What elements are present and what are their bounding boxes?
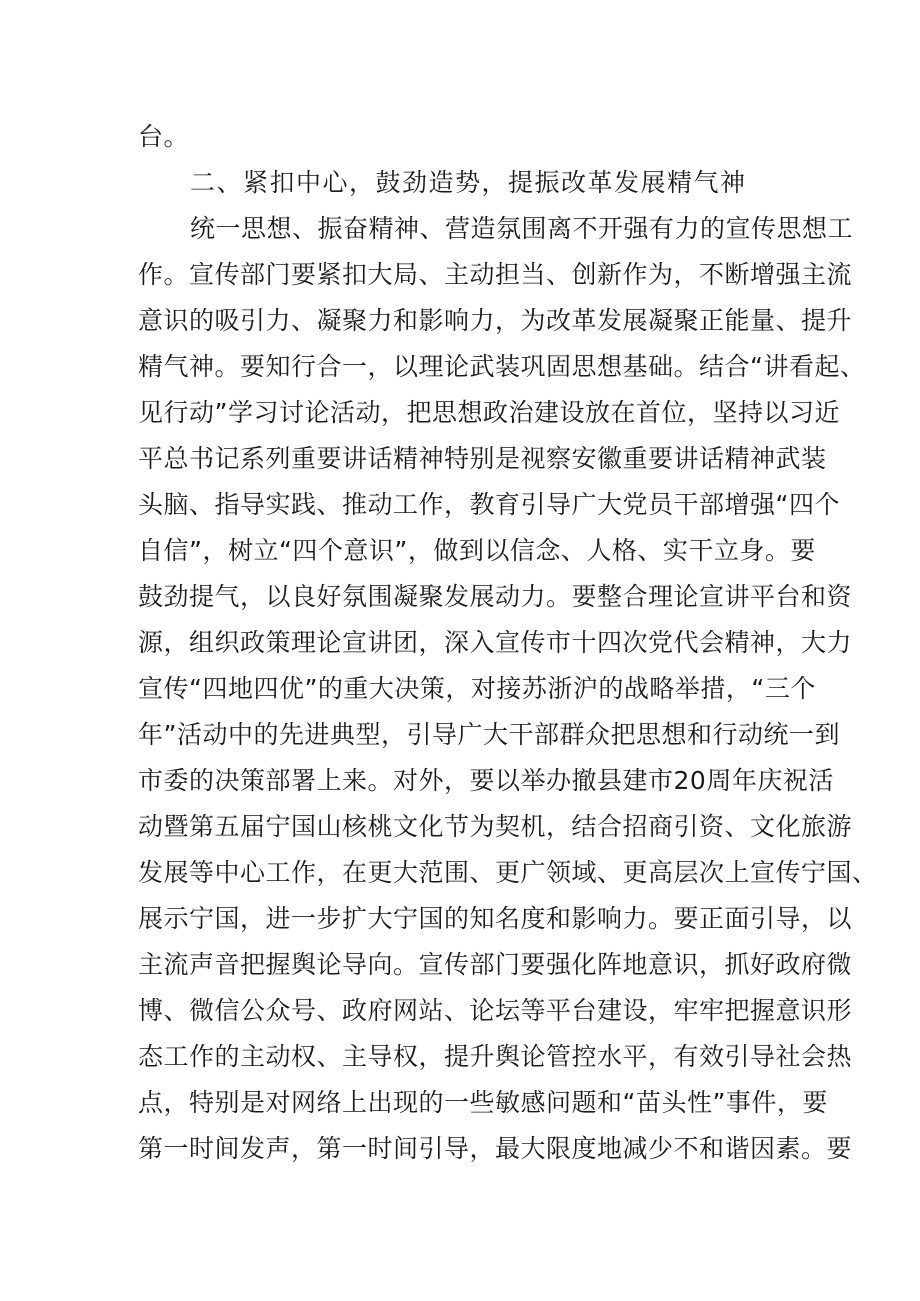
paragraph-line: 点，特别是对网络上出现的一些敏感问题和“苗头性”事件，要 — [138, 1088, 828, 1117]
paragraph-line: 发展等中心工作，在更大范围、更广领域、更高层次上宣传宁国、 — [138, 858, 878, 887]
paragraph-line: 宣传“四地四优”的重大决策，对接苏浙沪的战略举措，“三个 — [138, 674, 816, 703]
paragraph-line: 年”活动中的先进典型，引导广大干部群众把思想和行动统一到 — [138, 720, 840, 749]
paragraph-line: 动暨第五届宁国山核桃文化节为契机，结合招商引资、文化旅游 — [138, 812, 853, 841]
paragraph-line: 自信”，树立“四个意识”，做到以信念、人格、实干立身。要 — [138, 536, 816, 565]
paragraph-line: 市委的决策部署上来。对外，要以举办撤县建市20周年庆祝活 — [138, 766, 834, 795]
paragraph-line: 态工作的主动权、主导权，提升舆论管控水平，有效引导社会热 — [138, 1042, 853, 1071]
paragraph-line: 平总书记系列重要讲话精神特别是视察安徽重要讲话精神武装 — [138, 444, 827, 473]
paragraph-line: 鼓劲提气，以良好氛围凝聚发展动力。要整合理论宣讲平台和资 — [138, 582, 853, 611]
paragraph-line: 博、微信公众号、政府网站、论坛等平台建设，牢牢把握意识形 — [138, 996, 853, 1025]
paragraph-line: 统一思想、振奋精神、营造氛围离不开强有力的宣传思想工 — [190, 214, 854, 243]
carryover-line: 台。 — [138, 122, 190, 151]
paragraph-line: 见行动”学习讨论活动，把思想政治建设放在首位，坚持以习近 — [138, 398, 840, 427]
paragraph-line: 头脑、指导实践、推动工作，教育引导广大党员干部增强“四个 — [138, 490, 840, 519]
paragraph-line: 展示宁国，进一步扩大宁国的知名度和影响力。要正面引导，以 — [138, 904, 853, 933]
paragraph-line: 作。宣传部门要紧扣大局、主动担当、创新作为，不断增强主流 — [138, 260, 853, 289]
paragraph-line: 精气神。要知行合一，以理论武装巩固思想基础。结合“讲看起、 — [138, 352, 866, 381]
section-heading: 二、紧扣中心，鼓劲造势，提振改革发展精气神 — [190, 168, 747, 197]
paragraph-line: 源，组织政策理论宣讲团，深入宣传市十四次党代会精神，大力 — [138, 628, 853, 657]
paragraph-line: 第一时间发声，第一时间引导，最大限度地减少不和谐因素。要 — [138, 1134, 853, 1163]
paragraph-line: 意识的吸引力、凝聚力和影响力，为改革发展凝聚正能量、提升 — [138, 306, 853, 335]
paragraph-line: 主流声音把握舆论导向。宣传部门要强化阵地意识，抓好政府微 — [138, 950, 853, 979]
